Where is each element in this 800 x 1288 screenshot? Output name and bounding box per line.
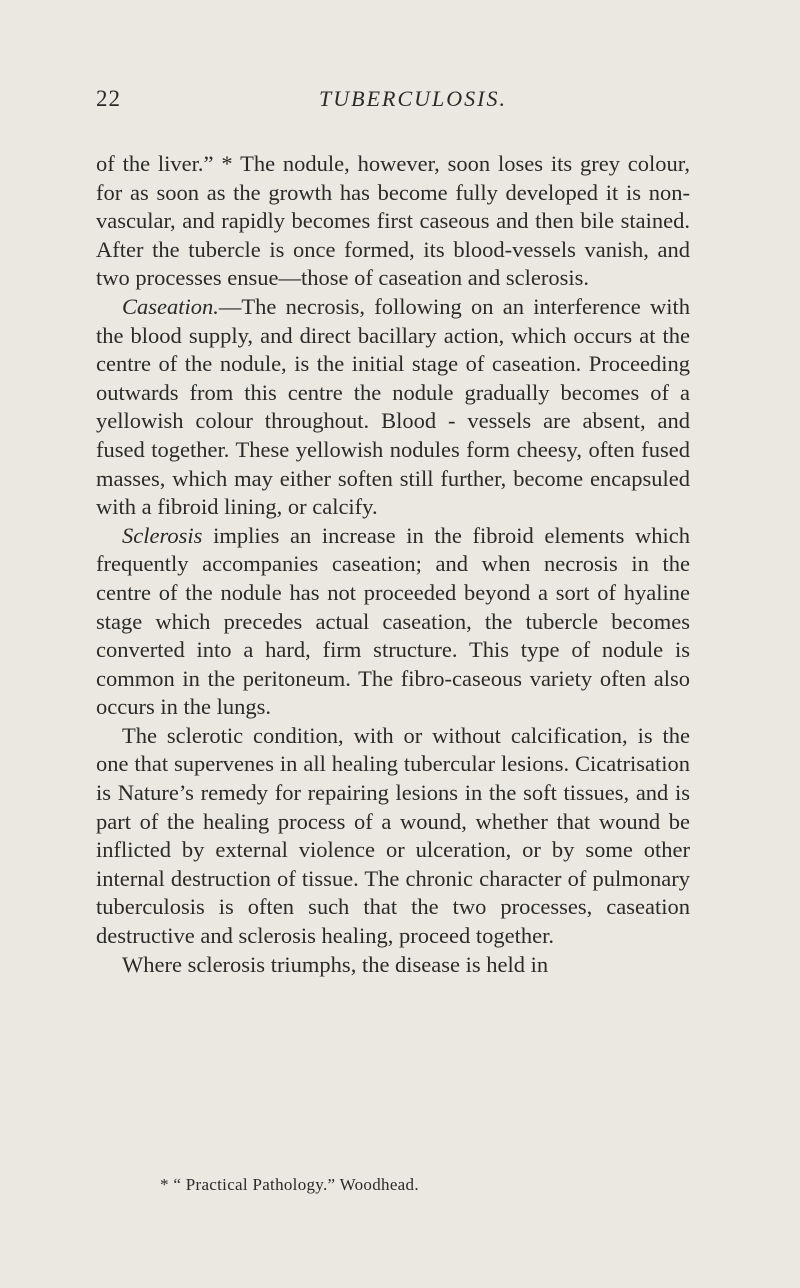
paragraph-text: implies an increase in the fibroid elements which frequently accompanies caseation; and when necrosis in the centre of the nodule has not proceeded beyond a sort of hyaline stage which precedes actual caseation, the tubercle becomes converted into a hard, firm structure. This type of nodule is common in the peritoneum. The fibro-caseous variety often also occurs in the lungs. <box>96 522 690 720</box>
paragraph-sclerotic-condition <box>96 722 690 951</box>
body-text <box>96 150 690 979</box>
paragraph-text: —The necrosis, following on an interference with the blood supply, and direct bacillary action, which occurs at the centre of the nodule, is the initial stage of caseation. Proceeding outwards from this centre the nodule gradually becomes of a yellowish colour throughout. Blood - vessels are absent, and fused together. These yellowish nodules form cheesy, often fused masses, which may either soften still further, become encapsuled with a fibroid lining, or calcify. <box>96 293 690 520</box>
paragraph-text: Where sclerosis triumphs, the disease is held in <box>122 951 549 977</box>
paragraph-sclerosis-triumphs <box>96 951 690 980</box>
page-number: 22 <box>96 86 121 111</box>
paragraph-text: of the liver.” * The nodule, however, soon loses its grey colour, for as soon as the growth has become fully developed it is non-vascular, and rapidly becomes first caseous and then bile stained. After the tubercle is once formed, its blood-vessels vanish, and two processes ensue—those of caseation and sclerosis. <box>96 151 690 291</box>
paragraph-sclerosis <box>96 522 690 722</box>
running-title: TUBERCULOSIS. <box>319 86 507 111</box>
paragraph-caseation <box>96 293 690 522</box>
paragraph-liver-continuation <box>96 150 690 293</box>
section-heading-sclerosis: Sclerosis <box>122 522 203 548</box>
running-head <box>96 86 690 120</box>
paragraph-text: The sclerotic condition, with or without calcification, is the one that supervenes in all healing tubercular lesions. Cicatrisation is Nature’s remedy for repairing lesions in the soft tissues, and is part of the healing process of a wound, whether that wound be inflicted by external violence or ulceration, or by some other internal destruction of tissue. The chronic character of pulmonary tuberculosis is often such that the two processes, caseation destructive and sclerosis healing, proceed together. <box>96 722 690 949</box>
section-heading-caseation: Caseation. <box>122 293 219 319</box>
footnote: * “ Practical Pathology.” Woodhead. <box>160 1175 419 1194</box>
